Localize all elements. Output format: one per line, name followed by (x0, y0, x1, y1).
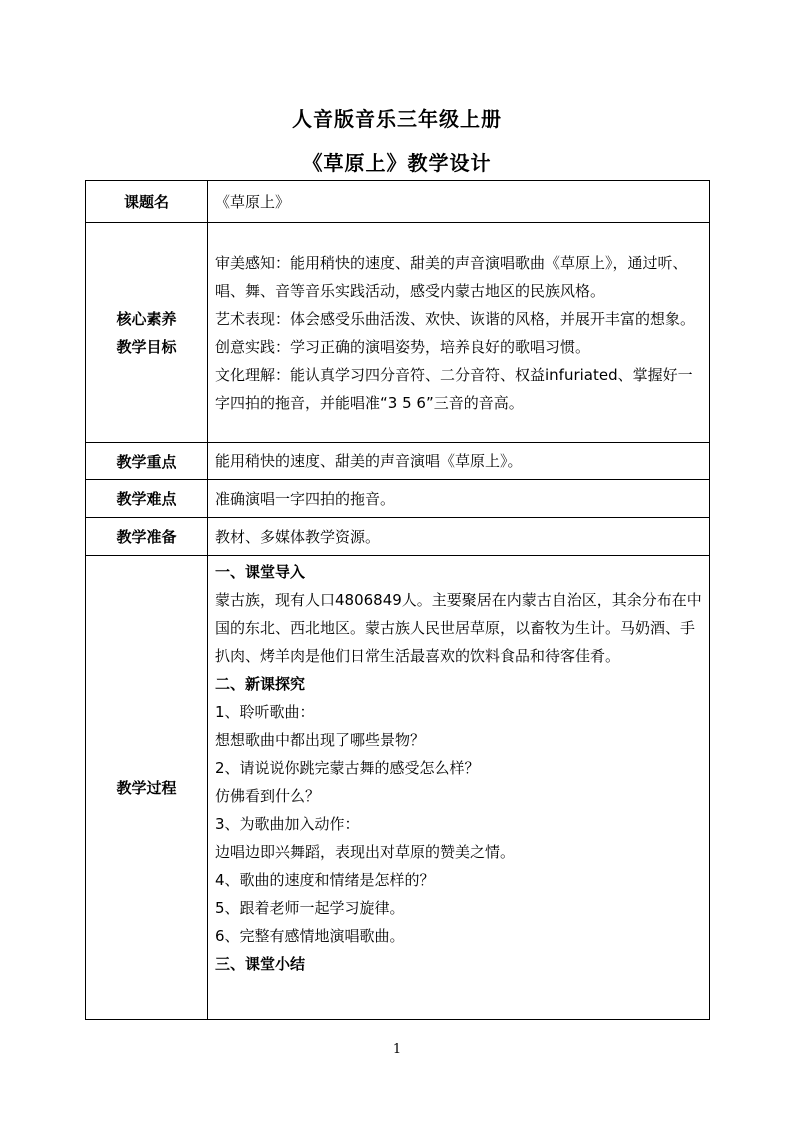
goals-label-line1: 核心素养 (116, 309, 177, 328)
goals-content (208, 223, 710, 443)
topic-value: 《草原上》 (208, 181, 710, 223)
document-subtitle: 《草原上》教学设计 (302, 151, 492, 175)
goal-expression: 艺术表现：体会感受乐曲活泼、欢快、诙谐的风格，并展开丰富的想象。 (215, 309, 696, 328)
table-row-process (86, 556, 710, 1020)
key-points-label: 教学重点 (86, 443, 208, 480)
table-row-preparation (86, 518, 710, 556)
process-step: 6、完整有感情地演唱歌曲。 (215, 927, 405, 945)
topic-label: 课题名 (86, 181, 208, 223)
document-title: 人音版音乐三年级上册 (292, 107, 502, 131)
process-content (208, 556, 710, 1020)
preparation-label: 教学准备 (86, 518, 208, 556)
goal-creativity: 创意实践：学习正确的演唱姿势，培养良好的歌唱习惯。 (215, 337, 591, 356)
table-row-difficulties (86, 480, 710, 518)
goal-aesthetic: 审美感知：能用稍快的速度、甜美的声音演唱歌曲《草原上》，通过听、唱、舞、音等音乐实践活动，感受内蒙古地区的民族风格。 (215, 253, 688, 300)
lesson-plan-table (85, 180, 710, 1020)
table-row-goals (86, 223, 710, 443)
table-row-key-points (86, 443, 710, 480)
page-number: 1 (392, 1042, 402, 1057)
preparation-value: 教材、多媒体教学资源。 (208, 518, 710, 556)
process-step: 1、聆听歌曲： (215, 703, 315, 721)
section-summary-title: 三、课堂小结 (215, 955, 306, 973)
process-step: 5、跟着老师一起学习旋律。 (215, 899, 405, 917)
process-step: 边唱边即兴舞蹈，表现出对草原的赞美之情。 (215, 843, 516, 861)
goals-label (86, 223, 208, 443)
process-label: 教学过程 (86, 556, 208, 1020)
section-explore-title: 二、新课探究 (215, 675, 306, 693)
table-row-topic (86, 181, 710, 223)
difficulties-value: 准确演唱一字四拍的拖音。 (208, 480, 710, 518)
process-step: 4、歌曲的速度和情绪是怎样的？ (215, 871, 435, 889)
key-points-value: 能用稍快的速度、甜美的声音演唱《草原上》。 (208, 443, 710, 480)
goals-label-line2: 教学目标 (116, 337, 177, 356)
section-intro-title: 一、课堂导入 (215, 563, 306, 581)
process-step: 3、为歌曲加入动作： (215, 815, 360, 833)
section-intro-text: 蒙古族，现有人口4806849人。主要聚居在内蒙古自治区，其余分布在中国的东北、西北地区。蒙古族人民世居草原，以畜牧为生计。马奶酒、手扒肉、烤羊肉是他们日常生活最喜欢的饮料食品和待客佳肴。 (215, 591, 702, 665)
process-step: 仿佛看到什么？ (215, 787, 321, 805)
process-step: 2、请说说你跳完蒙古舞的感受怎么样？ (215, 759, 480, 777)
difficulties-label: 教学难点 (86, 480, 208, 518)
process-step: 想想歌曲中都出现了哪些景物？ (215, 731, 426, 749)
goal-culture: 文化理解：能认真学习四分音符、二分音符、权益infuriated、掌握好一字四拍的拖音，并能唱准“3 5 6”三音的音高。 (215, 365, 693, 412)
